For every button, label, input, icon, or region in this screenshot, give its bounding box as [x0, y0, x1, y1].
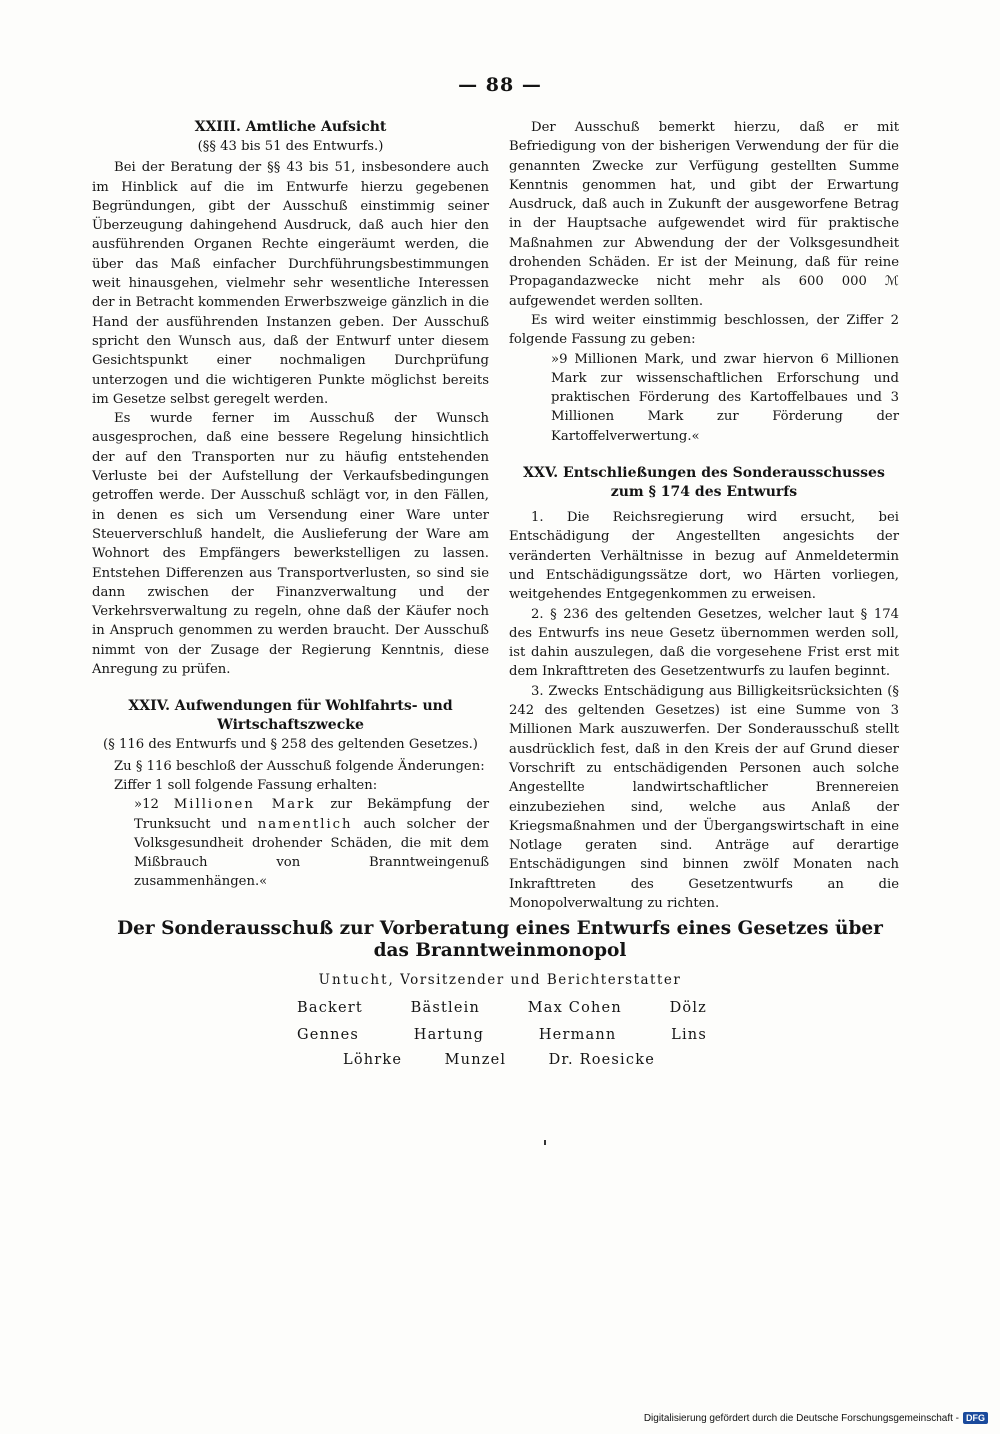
left-column: [92, 118, 489, 892]
section-xxiv-paragraph-2: Ziffer 1 soll folgende Fassung erhalten:: [114, 777, 378, 793]
right-quote: »9 Millionen Mark, und zwar hiervon 6 Millionen Mark zur wissenschaftlichen Erforschung und praktischen Förderung des Kartoffelbaues und 3 Millionen Mark zur Förderung der Kartoffelverwertung.«: [551, 351, 899, 444]
footer-text: Digitalisierung gefördert durch die Deutsche Forschungsgemeinschaft -: [643, 1412, 959, 1424]
page-number: — 88 —: [458, 74, 542, 96]
section-xxiv-subtitle: (§ 116 des Entwurfs und § 258 des geltenden Gesetzes.): [103, 737, 478, 753]
chair-role: , Vorsitzender und Berichterstatter: [388, 972, 682, 988]
section-xxiii-title: XXIII. Amtliche Aufsicht: [194, 119, 387, 135]
right-column: [509, 118, 899, 913]
quote-emphasis: namentlich: [257, 816, 353, 832]
member-name: Gennes: [297, 1027, 360, 1043]
footer-credit: [644, 1412, 988, 1424]
member-name: Backert: [297, 1000, 363, 1016]
print-speck: [544, 1140, 546, 1145]
member-name: Max Cohen: [527, 1000, 622, 1016]
section-xxiii-subtitle: (§§ 43 bis 51 des Entwurfs.): [197, 139, 384, 154]
member-name: Hermann: [538, 1027, 617, 1043]
committee-title: Der Sonderausschuß zur Vorberatung eines Entwurfs eines Gesetzes über das Branntweinmonopol: [117, 918, 883, 961]
section-xxiii-paragraph-1: Bei der Beratung der §§ 43 bis 51, insbesondere auch im Hinblick auf die im Entwurfe hierzu gegebenen Begründungen, gibt der Ausschuß einstimmig seiner Überzeugung dahingehend Ausdruck, daß auch hier den ausführenden Organen Rechte eingeräumt werden, die über das Maß einfacher Durchführungsbestimmungen weit hinausgehen, vielmehr sehr wesentliche Interessen der in Betracht kommenden Erwerbszweige gänzlich in die Hand der ausführenden Instanzen geben. Der Ausschuß spricht den Wunsch aus, daß der Entwurf unter diesem Gesichtspunkt einer nochmaligen Durchprüfung unterzogen und die wichtigeren Punkte möglichst bereits im Gesetze selbst geregelt werden.: [92, 160, 489, 407]
quote-part: zur Bekämpfung der Trunksucht und: [134, 797, 489, 832]
quote-part: auch solcher der Volksgesundheit drohender Schäden, die mit dem Mißbrauch von Branntweingenuß zusammenhängen.«: [134, 816, 489, 890]
right-paragraph-1: Der Ausschuß bemerkt hierzu, daß er mit Befriedigung von der bisherigen Verwendung der für die genannten Zwecke zur Verfügung gestellten Summe Kenntnis genommen hat, und gibt der Erwartung Ausdruck, daß auch in Zukunft der ausgeworfene Betrag in der Hauptsache aufgewendet wird für praktische Maßnahmen zur Abwendung der der Volksgesundheit drohenden Schäden. Er ist der Meinung, daß für reine Propagandazwecke nicht mehr als 600 000 ℳ aufgewendet werden sollten.: [509, 120, 899, 309]
members-row-3: [343, 1052, 655, 1068]
section-xxv-paragraph-1: 1. Die Reichsregierung wird ersucht, bei Entschädigung der Angestellten angesichts der veränderten Verhältnisse in bezug auf Anmeldetermin und Entschädigungssätze dort, wo Härten vorliegen, weitgehendes Entgegenkommen zu erweisen.: [509, 510, 899, 603]
members-row-2: [297, 1027, 707, 1043]
section-xxv-title: XXV. Entschließungen des Sonderausschusses zum § 174 des Entwurfs: [523, 465, 885, 501]
member-name: Löhrke: [343, 1052, 403, 1068]
committee-chair: [100, 972, 900, 988]
section-xxiv-title: XXIV. Aufwendungen für Wohlfahrts- und Wirtschaftszwecke: [128, 698, 453, 734]
section-xxiv-quote: [134, 795, 489, 891]
member-name: Dr. Roesicke: [548, 1052, 655, 1068]
section-xxv-paragraph-3: 3. Zwecks Entschädigung aus Billigkeitsrücksichten (§ 242 des geltenden Gesetzes) ist eine Summe von 3 Millionen Mark auszuwerfen. Der Sonderausschuß stellt ausdrücklich fest, daß in den Kreis der auf Grund dieser Vorschrift zu entschädigenden Personen auch solche Angestellte landwirtschaftlicher Brennereien einzubeziehen sind, welche aus Anlaß der Kriegsmaßnahmen und der Übergangswirtschaft in eine Notlage geraten sind. Anträge auf derartige Entschädigungen sind binnen zwölf Monaten nach Inkrafttreten des Gesetzentwurfs an die Monopolverwaltung zu richten.: [509, 683, 899, 911]
members-row-1: [297, 1000, 707, 1016]
section-xxiii-paragraph-2: Es wurde ferner im Ausschuß der Wunsch ausgesprochen, daß eine bessere Regelung hinsichtlich der auf den Transporten nur zu häufig entstehenden Verluste bei der Aufstellung der Verkaufsbedingungen getroffen werde. Der Ausschuß schlägt vor, in den Fällen, in denen es sich um Versendung einer Ware unter Steuerverschluß handelt, die Auslieferung der Ware am Wohnort des Empfängers bewerkstelligen zu lassen. Entstehen Differenzen aus Transportverlusten, so sind sie dann zwischen der Finanzverwaltung und der Verkehrsverwaltung zu regeln, ohne daß der Käufer noch in Anspruch genommen zu werden braucht. Der Ausschuß nimmt von der Zusage der Regierung Kenntnis, diese Anregung zu prüfen.: [92, 411, 489, 678]
committee-block: [100, 918, 900, 988]
chair-name: Untucht: [318, 972, 389, 988]
section-xxv-paragraph-2: 2. § 236 des geltenden Gesetzes, welcher laut § 174 des Entwurfs ins neue Gesetz übernommen werden soll, ist dahin auszulegen, daß die vorgesehene Frist erst mit dem Inkrafttreten des Gesetzentwurfs zu laufen beginnt.: [509, 606, 899, 680]
quote-part: »12: [134, 797, 174, 813]
section-xxiv-paragraph-1: Zu § 116 beschloß der Ausschuß folgende Änderungen:: [114, 758, 485, 774]
member-name: Hartung: [413, 1027, 485, 1043]
member-name: Munzel: [444, 1052, 507, 1068]
right-paragraph-2: Es wird weiter einstimmig beschlossen, der Ziffer 2 folgende Fassung zu geben:: [509, 312, 899, 348]
member-name: Dölz: [669, 1000, 707, 1016]
spacer: [509, 446, 899, 464]
quote-emphasis: Millionen Mark: [173, 797, 316, 813]
member-name: Lins: [671, 1027, 707, 1043]
member-name: Bästlein: [410, 1000, 481, 1016]
spacer: [92, 679, 489, 697]
dfg-logo-icon: DFG: [963, 1412, 988, 1424]
